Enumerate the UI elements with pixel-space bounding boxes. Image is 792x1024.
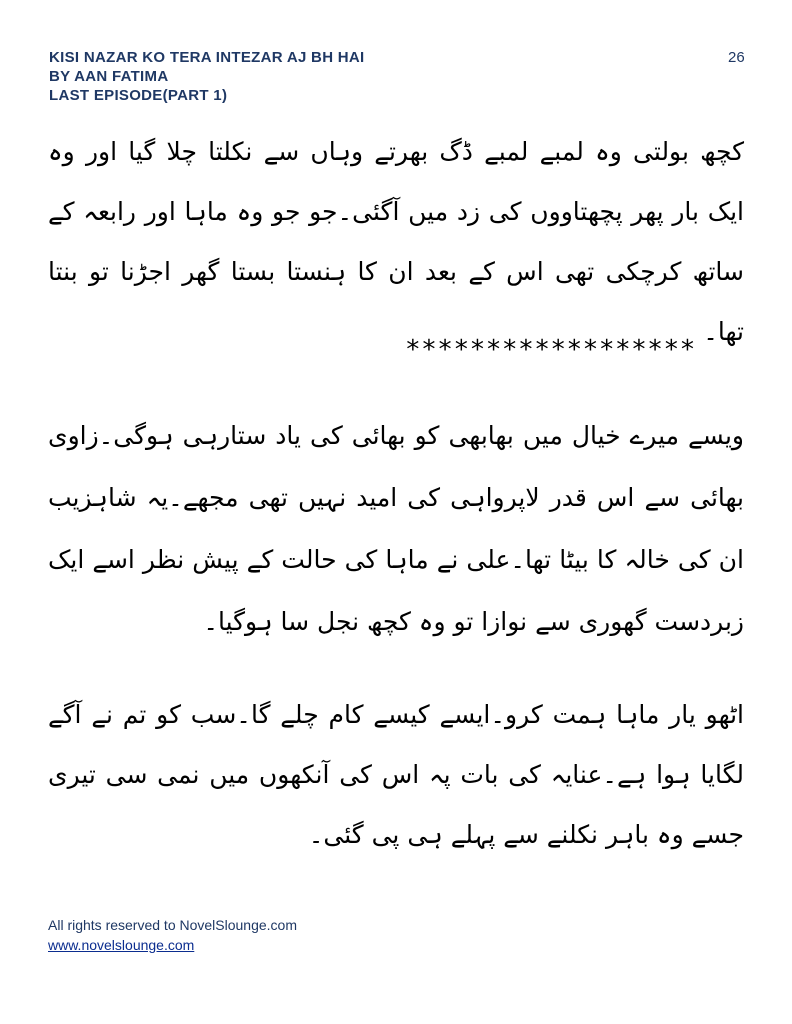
paragraph-1	[48, 122, 744, 362]
page-number: 26	[728, 49, 745, 66]
paragraph-3	[48, 685, 744, 865]
paragraph-text: ویسے میرے خیال میں بھابھی کو بھائی کی یاد ستارہی ہوگی۔زاوی بھائی سے اس قدر لاپرواہی کی امید نہیں تھی مجھے۔یہ شاہزیب ان کی خالہ کا بیٹا تھا۔علی نے ماہا کی حالت کے پیش نظر اسے ایک زبردست گھوری سے نوازا تو وہ کچھ نجل سا ہوگیا۔	[48, 421, 744, 636]
paragraph-text: کچھ بولتی وہ لمبے لمبے ڈگ بھرتے وہاں سے نکلتا چلا گیا اور وہ ایک بار پھر پچھتاووں کی زد میں آگئی۔جو جو وہ ماہا اور رابعہ کے ساتھ کرچکی تھی اس کے بعد ان کا ہنستا بستا گھر اجڑنا تو بنتا تھا۔	[48, 137, 744, 346]
episode-line: LAST EPISODE(PART 1)	[49, 87, 228, 104]
novel-title: KISI NAZAR KO TERA INTEZAR AJ BH HAI	[49, 49, 365, 66]
website-link[interactable]: www.novelslounge.com	[48, 937, 195, 953]
document-header	[49, 48, 365, 105]
author-line: BY AAN FATIMA	[49, 68, 169, 85]
copyright-notice: All rights reserved to NovelSlounge.com	[48, 917, 298, 933]
paragraph-2	[48, 405, 744, 653]
scene-separator: ******************	[405, 335, 696, 365]
document-footer	[48, 915, 297, 955]
paragraph-text: اٹھو یار ماہا ہمت کرو۔ایسے کیسے کام چلے گا۔سب کو تم نے آگے لگایا ہوا ہے۔عنایہ کی بات پہ اس کی آنکھوں میں نمی سی تیری جسے وہ باہر نکلنے سے پہلے ہی پی گئی۔	[48, 700, 744, 849]
